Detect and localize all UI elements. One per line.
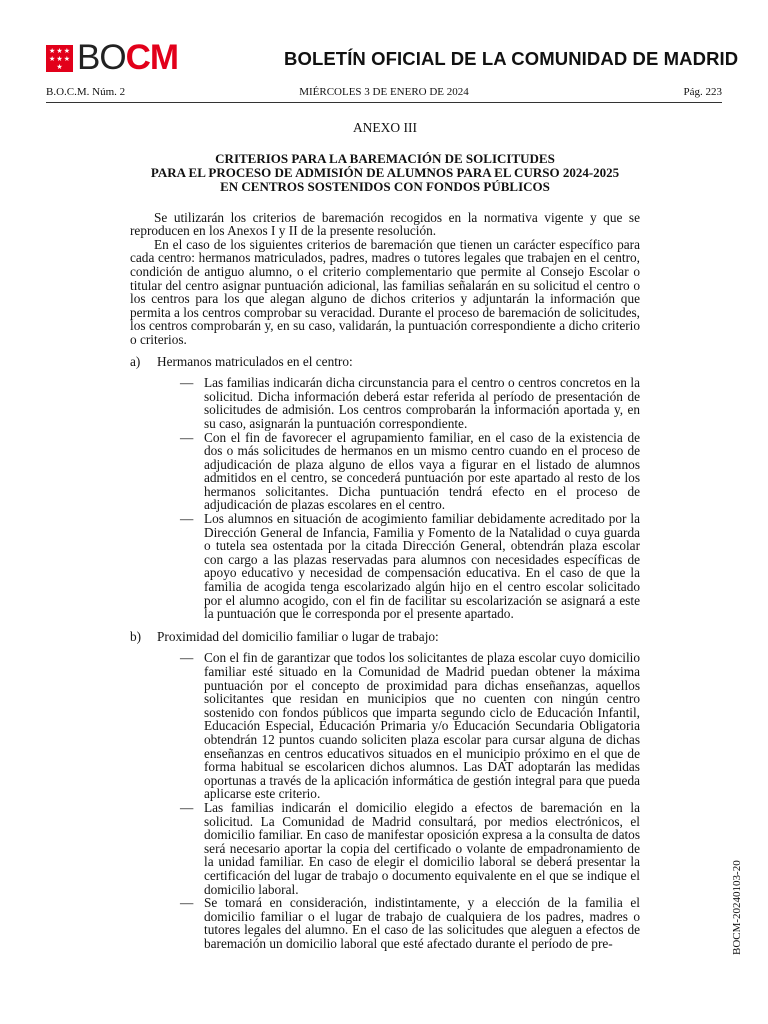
list-item-text: Se tomará en consideración, indistintamente, y a elección de la familia el domicilio familiar o el lugar de trabajo de cualquiera de los padres, madres o tutores legales del alumno. En el caso de las solicitudes que aleguen a efectos de baremación un domicilio laboral que esté afectado durante el período de pre- bbox=[204, 895, 640, 951]
dash-marker: — bbox=[180, 799, 194, 815]
dash-marker: — bbox=[180, 429, 194, 445]
madrid-stars-icon: ★ ★ ★ ★ ★ ★ ★ bbox=[46, 45, 73, 72]
issue-meta-line bbox=[46, 86, 722, 100]
title-line: CRITERIOS PARA LA BAREMACIÓN DE SOLICITUDES bbox=[215, 150, 555, 166]
list-item-text: Las familias indicarán el domicilio elegido a efectos de baremación en la solicitud. La Comunidad de Madrid consultará, por medios electrónicos, el domicilio familiar. En caso de manifestar oposición expresa a la consulta de datos será necesario aportar la copia del certificado o volante de empadronamiento de la unidad familiar. En caso de elegir el domicilio laboral se deberá presentar la certificación del lugar de trabajo o documento equivalente en el que se indique el domicilio laboral. bbox=[204, 799, 640, 897]
list-item-text: Los alumnos en situación de acogimiento familiar debidamente acreditado por la Dirección General de Infancia, Familia y Fomento de la Natalidad o cuya guarda o tutela sea ostentada por la citada Dirección General, obtendrán plaza escolar con cargo a las plazas reservadas para alumnos con necesidades específicas de apoyo educativo y necesidad de compensación educativa. En el caso de que la familia de acogida tenga escolarizado algún hijo en el centro escolar solicitado por el alumno acogido, con el fin de facilitar su escolarización se asignará a este la puntuación que le corresponda por el presente apartado. bbox=[204, 511, 640, 622]
intro-paragraph: En el caso de los siguientes criterios de baremación que tienen un carácter específico para cada centro: hermanos matriculados, padres, madres o tutores legales que trabajen en el centro, condición de antiguo alumno, o el criterio complementario que permite al Consejo Escolar o titular del centro asignar puntuación adicional, las familias señalarán en su solicitud el centro o los centros para los que alegan alguno de dichos criterios y adjuntarán la información que permita a los centros comprobar su veracidad. Durante el proceso de baremación de solicitudes, los centros comprobarán y, en su caso, validarán, la puntuación correspondiente a dicho criterio o criterios. bbox=[130, 236, 640, 347]
intro-paragraph: Se utilizarán los criterios de baremación recogidos en la normativa vigente y que se reproducen en los Anexos I y II de la presente resolución. bbox=[130, 209, 640, 239]
dash-marker: — bbox=[180, 375, 194, 391]
list-item-text: Las familias indicarán dicha circunstancia para el centro o centros concretos en la solicitud. Dicha información deberá estar referida al período de presentación de solicitudes de admisión. Los centros comprobarán la información aportada y, en su caso, asignarán la puntuación correspondiente. bbox=[204, 375, 640, 431]
bocm-logo bbox=[46, 38, 179, 77]
section-title: Hermanos matriculados en el centro: bbox=[157, 353, 353, 369]
issue-date: MIÉRCOLES 3 DE ENERO DE 2024 bbox=[299, 86, 469, 98]
section-heading bbox=[130, 630, 640, 644]
section-heading bbox=[130, 355, 640, 369]
dash-marker: — bbox=[180, 511, 194, 527]
list-item bbox=[180, 376, 640, 430]
dash-marker: — bbox=[180, 650, 194, 666]
section-letter: a) bbox=[130, 353, 141, 369]
section-items bbox=[180, 376, 640, 621]
document-title bbox=[130, 152, 640, 194]
section-letter: b) bbox=[130, 628, 142, 644]
document-code: BOCM-20240103-20 bbox=[731, 860, 743, 955]
logo-wordmark: BOCM bbox=[77, 38, 179, 77]
title-line: PARA EL PROCESO DE ADMISIÓN DE ALUMNOS PARA EL CURSO 2024-2025 bbox=[150, 164, 620, 180]
list-item-text: Con el fin de favorecer el agrupamiento familiar, en el caso de la existencia de dos o más solicitudes de hermanos en un mismo centro cuando en el proceso de adjudicación de plaza alguno de ellos vaya a figurar en el listado de alumnos admitidos en el centro, se concederá puntuación por este apartado al resto de los hermanos solicitantes. Dicha puntuación tendrá efecto en el proceso de adjudicación de plazas escolares en el centro. bbox=[204, 429, 640, 513]
document-body bbox=[130, 121, 640, 950]
issue-number: B.O.C.M. Núm. 2 bbox=[46, 86, 126, 98]
list-item bbox=[180, 431, 640, 513]
title-line: EN CENTROS SOSTENIDOS CON FONDOS PÚBLICOS bbox=[220, 178, 550, 194]
list-item bbox=[180, 651, 640, 801]
dash-marker: — bbox=[180, 895, 194, 911]
list-item bbox=[180, 896, 640, 950]
annex-label: ANEXO III bbox=[352, 120, 418, 135]
journal-title: BOLETÍN OFICIAL DE LA COMUNIDAD DE MADRID bbox=[284, 48, 739, 69]
section-items bbox=[180, 651, 640, 950]
list-item bbox=[180, 801, 640, 896]
section-title: Proximidad del domicilio familiar o lugar de trabajo: bbox=[157, 628, 439, 644]
list-item-text: Con el fin de garantizar que todos los solicitantes de plaza escolar cuyo domicilio familiar esté situado en la Comunidad de Madrid puedan obtener la máxima puntuación por el concepto de proximidad para dichas enseñanzas, aquellos solicitantes que residan en municipios que no cuenten con ningún centro sostenido con fondos públicos que imparta segundo ciclo de Educación Infantil, Educación Especial, Educación Primaria y/o Educación Secundaria Obligatoria obtendrán 12 puntos cuando soliciten plaza escolar para cursar alguna de dichas enseñanzas en centros educativos situados en el municipio próximo en el que de forma habitual se escolaricen dichos alumnos. Las DAT adoptarán las medidas oportunas a través de la aplicación informática de gestión integral para que pueda aplicarse este criterio. bbox=[204, 650, 640, 802]
list-item bbox=[180, 512, 640, 621]
page-number: Pág. 223 bbox=[683, 86, 722, 98]
header-rule bbox=[46, 102, 722, 103]
